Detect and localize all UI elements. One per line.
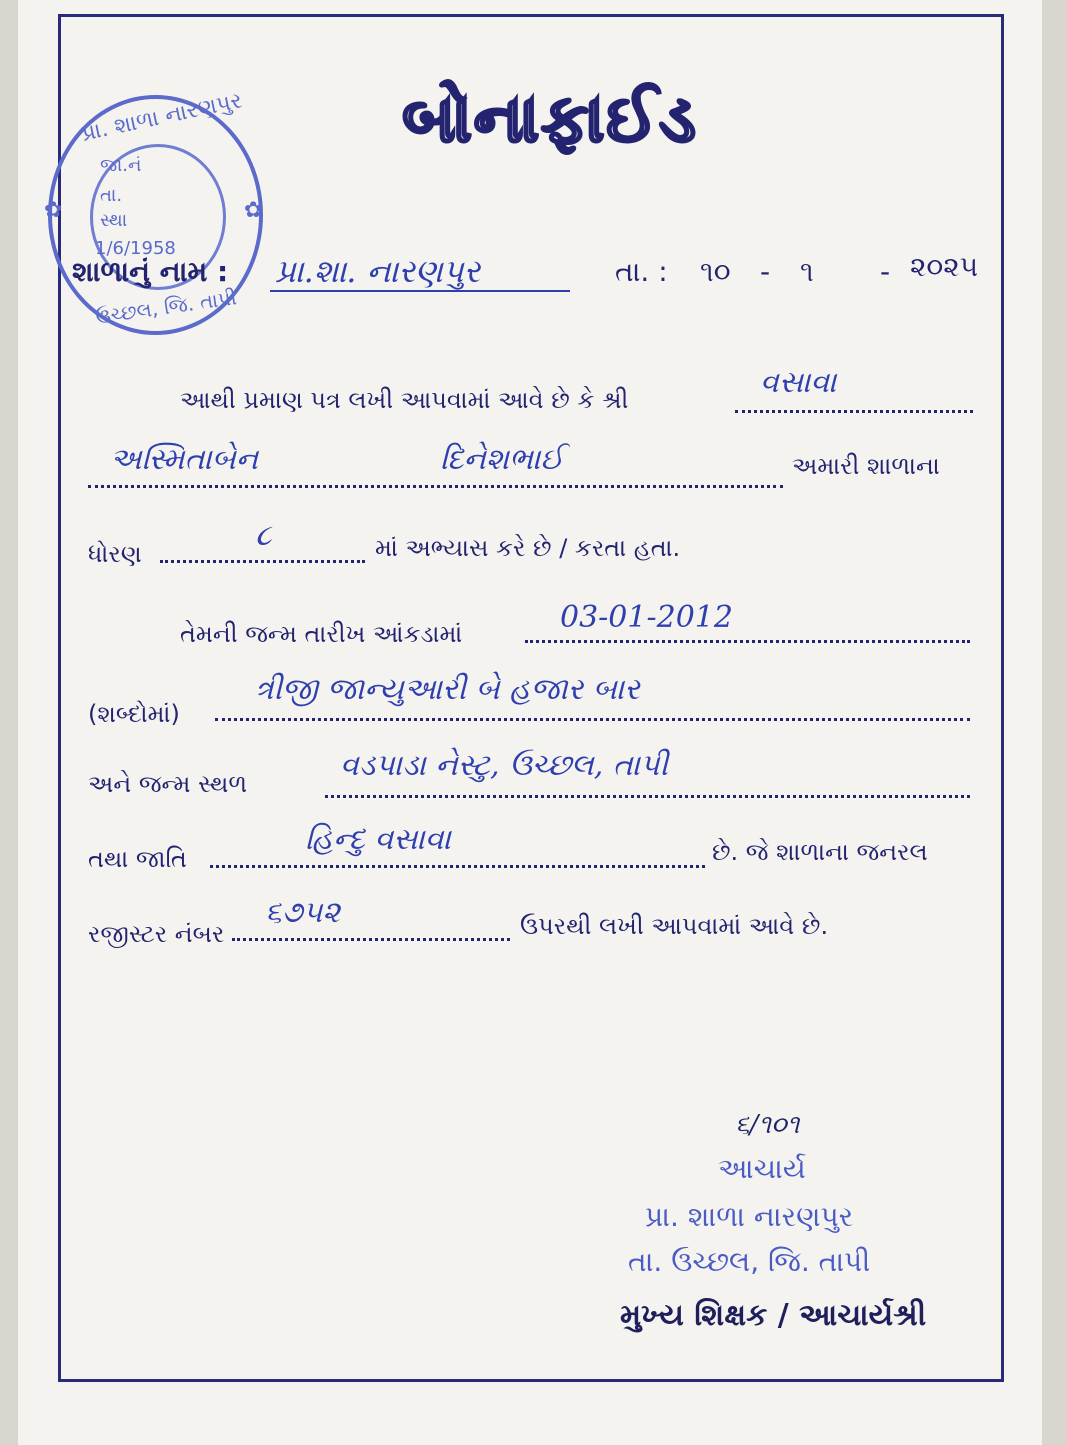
line1-dots [735, 410, 973, 413]
line6-label: અને જન્મ સ્થળ [88, 770, 248, 798]
school-name-value: પ્રા.શા. નારણપુર [275, 252, 481, 290]
stamp-inner-line4: 1/6/1958 [95, 238, 176, 259]
stamp-inner-line2: તા. [100, 185, 123, 206]
line6-place: વડપાડા નેસ્ટુ, ઉચ્છલ, તાપી [340, 748, 669, 783]
line5-dots [215, 718, 970, 721]
date-year: ૨૦૨૫ [910, 250, 979, 283]
line8-reg-no: ૬૭૫૨ [265, 895, 340, 930]
line1-prefix: આથી પ્રમાણ પત્ર લખી આપવામાં આવે છે કે શ્રી [180, 386, 629, 414]
stamp-inner-line1: જા.નં [100, 155, 142, 176]
seal-line-3: તા. ઉચ્છલ, જિ. તાપી [628, 1245, 871, 1278]
line3-dots [160, 560, 365, 563]
line7-suffix: છે. જે શાળાના જનરલ [712, 838, 928, 866]
line2-name: અસ્મિતાબેન [110, 442, 259, 477]
principal-role: મુખ્ય શિક્ષક / આચાર્યશ્રી [620, 1298, 927, 1333]
stamp-star-left-icon: ✿ [44, 198, 63, 223]
school-name-label: શાળાનું નામ : [72, 255, 229, 288]
line7-label: તથા જાતિ [88, 845, 187, 873]
line5-label: (શબ્દોમાં) [88, 700, 180, 728]
stamp-bottom-text: ઉચ્છલ, જિ. તાપી [94, 285, 239, 329]
certificate-title: બોનાફાઈડ [402, 80, 698, 157]
line6-dots [325, 795, 970, 798]
line7-dots [210, 865, 705, 868]
date-sep-1: - [760, 255, 771, 288]
line7-caste: હિન્દુ વસાવા [305, 822, 451, 857]
line5-dob-words: ત્રીજી જાન્યુઆરી બે હજાર બાર [255, 672, 640, 707]
principal-signature: ૬/૧૦૧ [735, 1110, 800, 1140]
stamp-ring-text: પ્રા. શાળા નારણપુર [79, 88, 245, 147]
date-month: ૧ [800, 255, 814, 288]
line2-father: દિનેશભાઈ [440, 442, 564, 477]
stamp-inner-line3: સ્થા [100, 210, 128, 231]
date-label: તા. : [615, 255, 668, 288]
line8-dots [232, 938, 510, 941]
stamp-star-right-icon: ✿ [244, 198, 263, 223]
seal-line-1: આચાર્ય [718, 1152, 806, 1185]
line4-dots [525, 640, 970, 643]
line2-suffix: અમારી શાળાના [792, 452, 940, 480]
date-sep-2: - [880, 255, 891, 288]
line4-label: તેમની જન્મ તારીખ આંકડામાં [180, 620, 463, 648]
line1-surname: વસાવા [760, 365, 837, 400]
seal-line-2: પ્રા. શાળા નારણપુર [645, 1200, 854, 1233]
line3-suffix: માં અભ્યાસ કરે છે / કરતા હતા. [375, 534, 681, 562]
line2-dots [88, 485, 783, 488]
school-name-underline [270, 290, 570, 292]
line8-suffix: ઉપરથી લખી આપવામાં આવે છે. [520, 912, 829, 940]
date-day: ૧૦ [700, 255, 731, 288]
line3-label: ધોરણ [88, 540, 142, 568]
line4-dob: 03-01-2012 [560, 600, 733, 635]
line8-label: રજીસ્ટર નંબર [88, 920, 225, 948]
line3-std: ૮ [255, 518, 272, 553]
